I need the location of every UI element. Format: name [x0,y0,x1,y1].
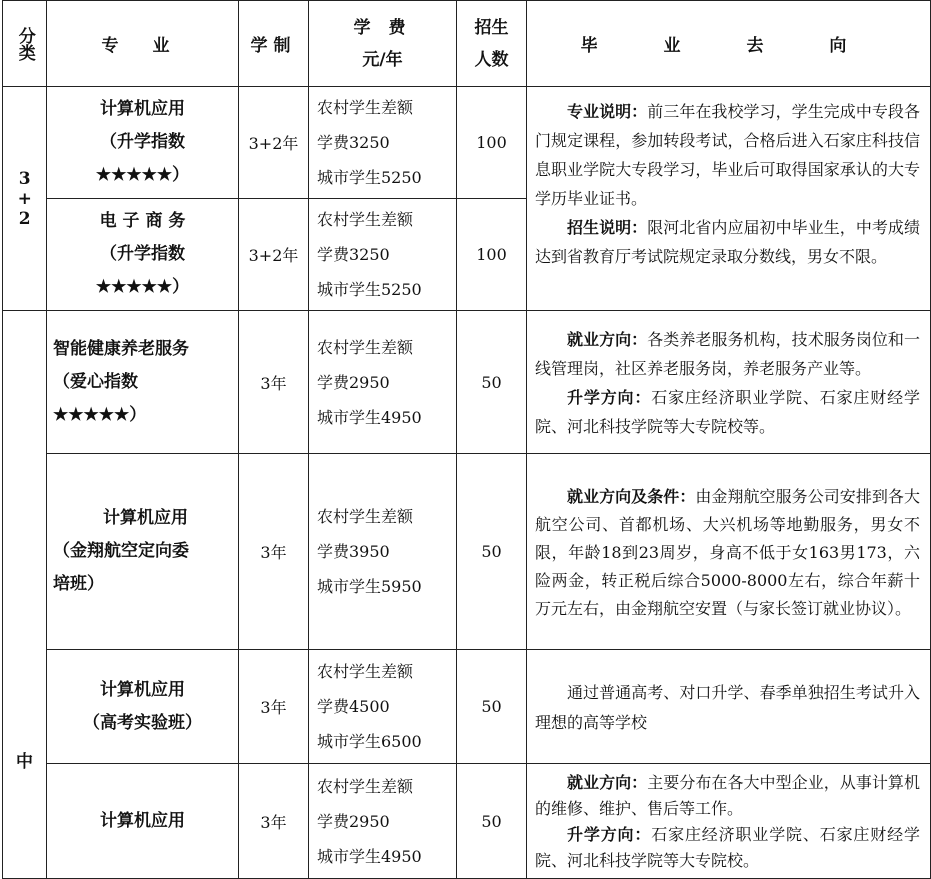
major-cell: 计算机应用 [47,764,239,879]
enrollment-cell: 50 [457,311,527,454]
destination-cell: 就业方向：主要分布在各大中型企业，从事计算机的维修、维护、售后等工作。 升学方向：石家庄经济职业学院、石家庄财经学院、河北科技学院等大专院校。 [527,764,931,879]
tuition-cell: 农村学生差额 学费3950 城市学生5950 [309,454,457,650]
enrollment-cell: 50 [457,650,527,764]
enrollment-table [2,0,931,879]
duration-cell: 3年 [239,764,309,879]
enrollment-cell: 100 [457,87,527,199]
duration-cell: 3年 [239,650,309,764]
tuition-cell: 农村学生差额 学费4500 城市学生6500 [309,650,457,764]
major-cell: 计算机应用 （升学指数 ★★★★★） [47,87,239,199]
category-cell: 中 [3,311,47,879]
header-row [3,1,931,87]
enrollment-cell: 100 [457,199,527,311]
table-row [3,311,931,454]
destination-cell: 就业方向及条件：由金翔航空服务公司安排到各大航空公司、首都机场、大兴机场等地勤服务，男女不限，年龄18到23周岁，身高不低于女163男173，六险两金，转正税后综合5000-8000左右，综合年薪十万元左右，由金翔航空安置（与家长签订就业协议）。 [527,454,931,650]
header-category: 分类 [3,1,47,87]
table-row [3,87,931,199]
table-row [3,764,931,879]
destination-cell: 就业方向：各类养老服务机构，技术服务岗位和一线管理岗，社区养老服务岗，养老服务产业等。 升学方向：石家庄经济职业学院、石家庄财经学院、河北科技学院等大专院校等。 [527,311,931,454]
duration-cell: 3年 [239,311,309,454]
tuition-cell: 农村学生差额 学费3250 城市学生5250 [309,199,457,311]
tuition-cell: 农村学生差额 学费2950 城市学生4950 [309,764,457,879]
duration-cell: 3+2年 [239,199,309,311]
tuition-cell: 农村学生差额 学费2950 城市学生4950 [309,311,457,454]
major-cell: 计算机应用 （高考实验班） [47,650,239,764]
duration-cell: 3+2年 [239,87,309,199]
category-cell: 3+2 [3,87,47,311]
major-cell: 智能健康养老服务 （爱心指数 ★★★★★） [47,311,239,454]
destination-cell: 通过普通高考、对口升学、春季单独招生考试升入理想的高等学校 [527,650,931,764]
table-row [3,454,931,650]
destination-cell: 专业说明：前三年在我校学习，学生完成中专段各门规定课程，参加转段考试，合格后进入石家庄科技信息职业学院大专段学习，毕业后可取得国家承认的大专学历毕业证书。 招生说明：限河北省内应届初中毕业生，中考成绩达到省教育厅考试院规定录取分数线，男女不限。 [527,87,931,311]
header-major: 专 业 [47,1,239,87]
major-cell: 计算机应用 （金翔航空定向委 培班） [47,454,239,650]
header-destination: 毕 业 去 向 [527,1,931,87]
header-tuition: 学 费 元/年 [309,1,457,87]
header-enrollment: 招生 人数 [457,1,527,87]
enrollment-cell: 50 [457,764,527,879]
header-duration: 学制 [239,1,309,87]
major-cell: 电 子 商 务 （升学指数 ★★★★★） [47,199,239,311]
enrollment-cell: 50 [457,454,527,650]
table-row [3,650,931,764]
duration-cell: 3年 [239,454,309,650]
tuition-cell: 农村学生差额 学费3250 城市学生5250 [309,87,457,199]
